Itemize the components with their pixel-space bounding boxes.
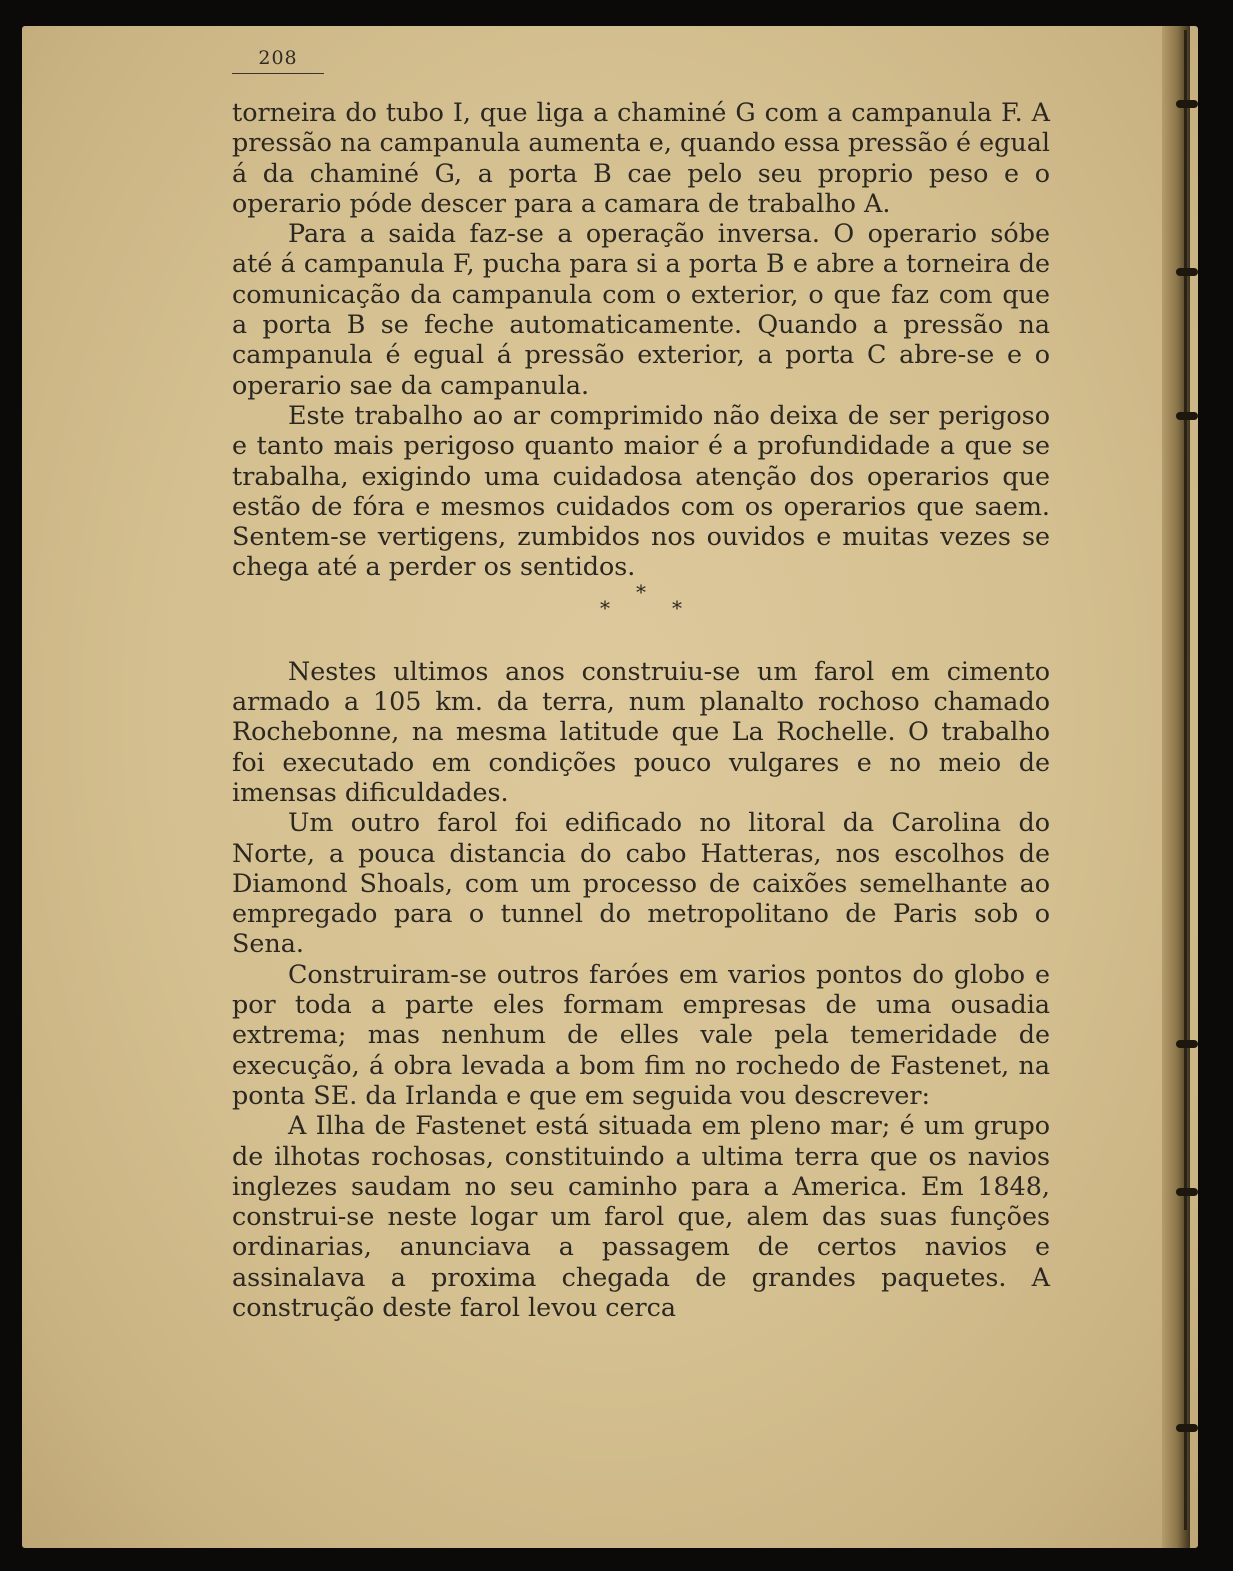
section-separator — [232, 579, 1050, 620]
page-number: 208 — [258, 47, 298, 69]
binding-stitch — [1176, 1424, 1198, 1432]
paragraph: Para a saida faz-se a operação inversa. O operario sóbe até á campanula F, pucha para si a porta B e abre a torneira de comunicação da campanula com o exterior, o que faz com que a porta B se feche automaticamente. Quando a pressão na campanula é egual á pressão exterior, a porta C abre-se e o operario sae da campanula. — [232, 218, 1050, 400]
paragraph: Um outro farol foi edificado no litoral da Carolina do Norte, a pouca distancia do cabo Hatteras, nos escolhos de Diamond Shoals, com um processo de caixões semelhante ao empregado para o tunnel do metropolitano de Paris sob o Sena. — [232, 807, 1050, 959]
paragraph: torneira do tubo I, que liga a chaminé G com a campanula F. A pressão na campanula aumenta e, quando essa pressão é egual á da chaminé G, a porta B cae pelo seu proprio peso e o operario póde descer para a camara de trabalho A. — [232, 97, 1050, 218]
binding-stitch — [1176, 100, 1198, 108]
binding-stitch — [1176, 268, 1198, 276]
paragraph: Construiram-se outros faróes em varios pontos do globo e por toda a parte eles formam empresas de uma ousadia extrema; mas nenhum de elles vale pela temeridade de execução, á obra levada a bom fim no rochedo de Fastenet, na ponta SE. da Irlanda e que em seguida vou descrever: — [232, 958, 1050, 1110]
asterisk-left: * — [600, 595, 610, 620]
binding-fold-line — [1184, 30, 1187, 1530]
body-text — [232, 97, 1050, 1322]
binding-stitch — [1176, 1188, 1198, 1196]
paragraph: Este trabalho ao ar comprimido não deixa de ser perigoso e tanto mais perigoso quanto maior é a profundidade a que se trabalha, exigindo uma cuidadosa atenção dos operarios que estão de fóra e mesmos cuidados com os operarios que saem. Sentem-se vertigens, zumbidos nos ouvidos e muitas vezes se chega até a perder os sentidos. — [232, 399, 1050, 582]
binding-stitch — [1176, 1040, 1198, 1048]
paragraph: A Ilha de Fastenet está situada em pleno mar; é um grupo de ilhotas rochosas, constituindo a ultima terra que os navios inglezes saudam no seu caminho para a America. Em 1848, construi-se neste logar um farol que, alem das suas funções ordinarias, anunciava a passagem de certos navios e assinalava a proxima chegada de grandes paquetes. A construção deste farol levou cerca — [232, 1110, 1050, 1322]
binding-stitch — [1176, 412, 1198, 420]
asterisk-right: * — [672, 595, 682, 620]
paragraph: Nestes ultimos anos construiu-se um farol em cimento armado a 105 km. da terra, num planalto rochoso chamado Rochebonne, na mesma latitude que La Rochelle. O trabalho foi executado em condições pouco vulgares e no meio de imensas dificuldades. — [232, 655, 1050, 807]
page-number-rule — [232, 73, 324, 74]
asterisk-top: * — [636, 579, 646, 604]
